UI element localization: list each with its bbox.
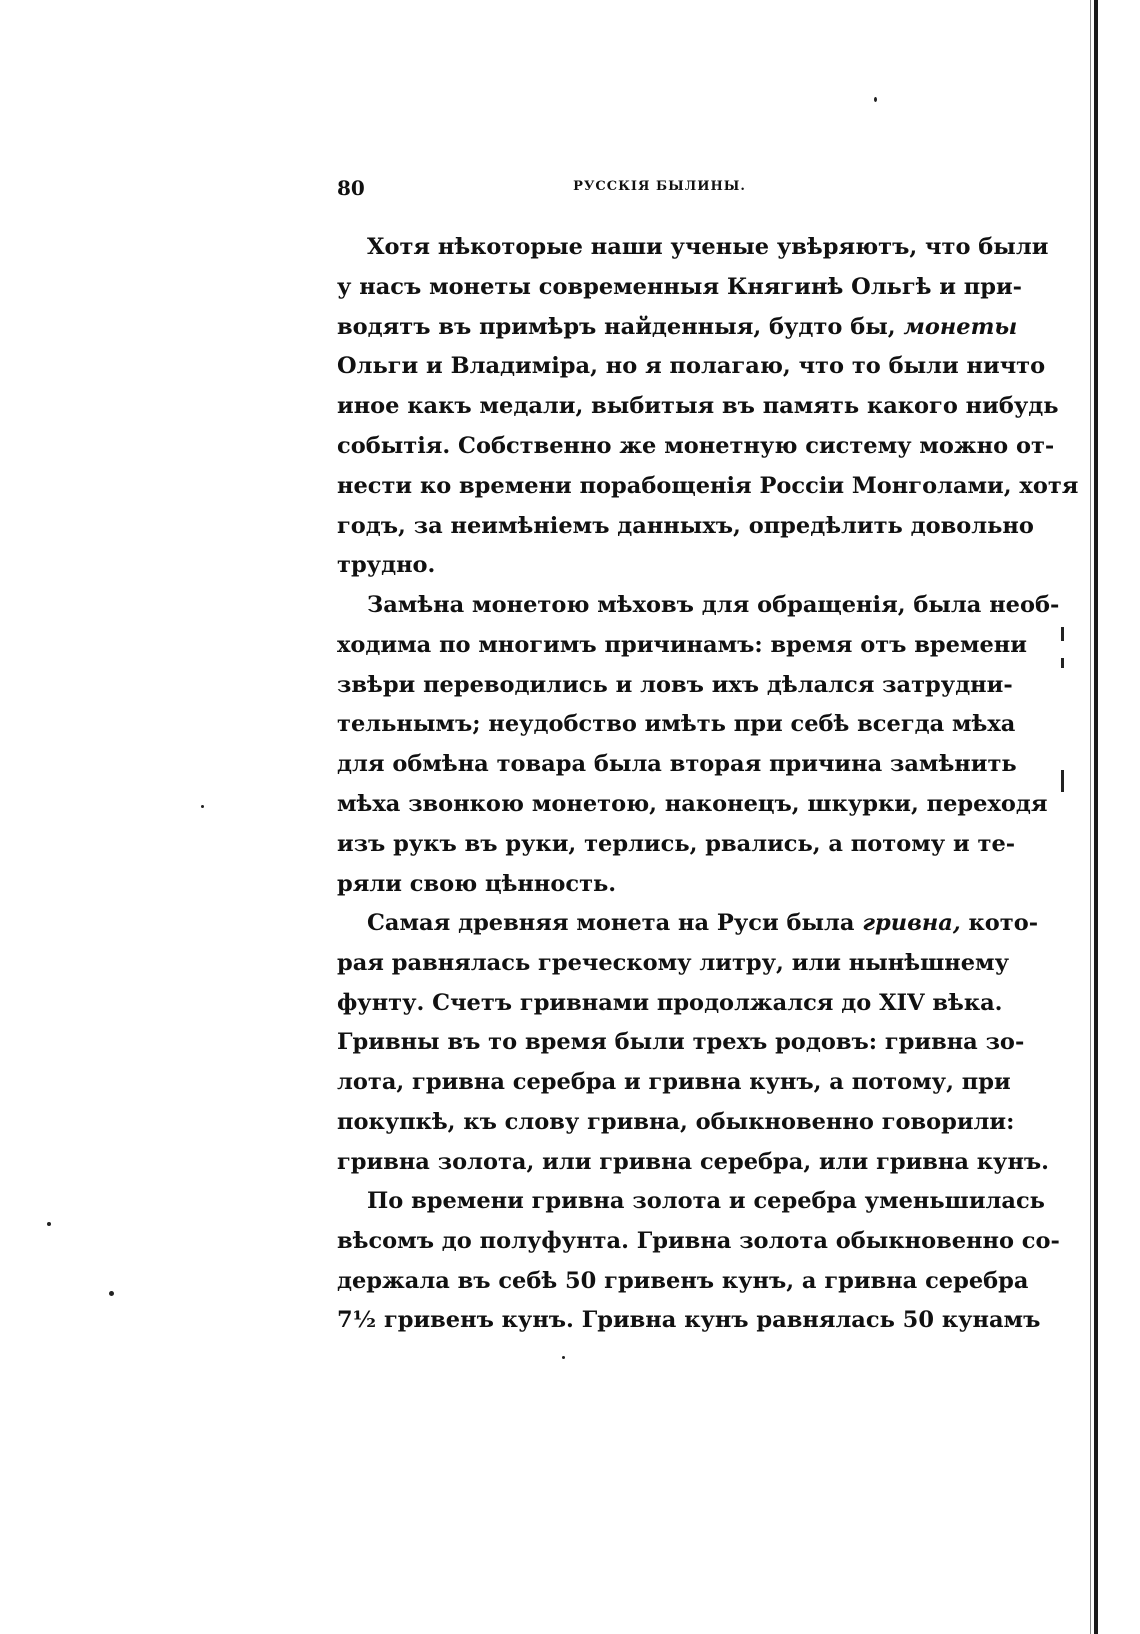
text-line: Хотя нѣкоторые наши ученые увѣряютъ, что были (367, 234, 1049, 260)
scan-mark (1061, 627, 1064, 641)
text-line: Ольги и Владиміра, но я полагаю, что то были ничто (337, 353, 1046, 380)
text-line: звѣри переводились и ловъ ихъ дѣлался затрудни- (337, 671, 1013, 698)
scan-speck (562, 1356, 565, 1359)
text-line: рая равнялась греческому литру, или нынѣшнему (337, 949, 1010, 976)
text-line: тельнымъ; неудобство имѣть при себѣ всегда мѣха (337, 711, 1016, 738)
text-line: у насъ монеты современныя Княгинѣ Ольгѣ и при- (337, 273, 1023, 300)
scan-mark (1061, 658, 1064, 668)
paragraph-2 (337, 586, 1060, 904)
text-line: мѣха звонкою монетою, наконецъ, шкурки, переходя (337, 790, 1048, 817)
text-line: изъ рукъ въ руки, терлись, рвались, а потому и те- (337, 830, 1016, 857)
page-edge-line-thin (1090, 0, 1091, 1634)
text-line: годъ, за неимѣніемъ данныхъ, опредѣлить довольно (337, 512, 1034, 539)
text-line: трудно. (337, 552, 436, 579)
paragraph-3 (337, 904, 1050, 1183)
text-line: иное какъ медали, выбитыя въ память какого нибудь (337, 393, 1059, 420)
text-line: ряли свою цѣнность. (337, 870, 617, 897)
text-line: держала въ себѣ 50 гривенъ кунъ, а гривна серебра (337, 1267, 1029, 1294)
text-line: Замѣна монетою мѣховъ для обращенія, была необ- (367, 592, 1060, 618)
text-line: ходима по многимъ причинамъ: время отъ времени (337, 631, 1027, 658)
text-line: Гривны въ то время были трехъ родовъ: гривна зо- (337, 1029, 1025, 1056)
running-title: РУССКІЯ БЫЛИНЫ. (573, 179, 746, 194)
running-head (337, 176, 982, 200)
paragraph-4 (337, 1182, 1060, 1341)
text-line: По времени гривна золота и серебра уменьшилась (367, 1188, 1045, 1214)
text-line: гривна золота, или гривна серебра, или гривна кунъ. (337, 1148, 1050, 1175)
text-line: фунту. Счетъ гривнами продолжался до XIV вѣка. (337, 989, 1003, 1016)
scan-mark (1061, 770, 1064, 792)
italic-word: монеты (903, 313, 1018, 340)
text-line: вѣсомъ до полуфунта. Гривна золота обыкновенно со- (337, 1227, 1060, 1254)
scan-speck (874, 97, 877, 102)
text-line: 7½ гривенъ кунъ. Гривна кунъ равнялась 50 кунамъ (337, 1307, 1041, 1334)
text-line: нести ко времени порабощенія Россіи Монголами, хотя (337, 472, 1079, 499)
page-number: 80 (337, 176, 365, 200)
text-line: водятъ въ примѣръ найденныя, будто бы, монеты (337, 313, 1018, 340)
scan-speck (47, 1222, 51, 1226)
page-edge-line (1094, 0, 1098, 1634)
italic-word: гривна, (862, 910, 961, 936)
scan-speck (201, 805, 204, 808)
scan-speck (109, 1291, 114, 1296)
text-line: Самая древняя монета на Руси была гривна, кото- (367, 910, 1039, 936)
paragraph-1 (337, 228, 1079, 586)
text-line: для обмѣна товара была вторая причина замѣнить (337, 751, 1017, 778)
text-line: лота, гривна серебра и гривна кунъ, а потому, при (337, 1069, 1011, 1096)
text-line: событія. Собственно же монетную систему можно от- (337, 432, 1055, 459)
text-line: покупкѣ, къ слову гривна, обыкновенно говорили: (337, 1108, 1015, 1135)
